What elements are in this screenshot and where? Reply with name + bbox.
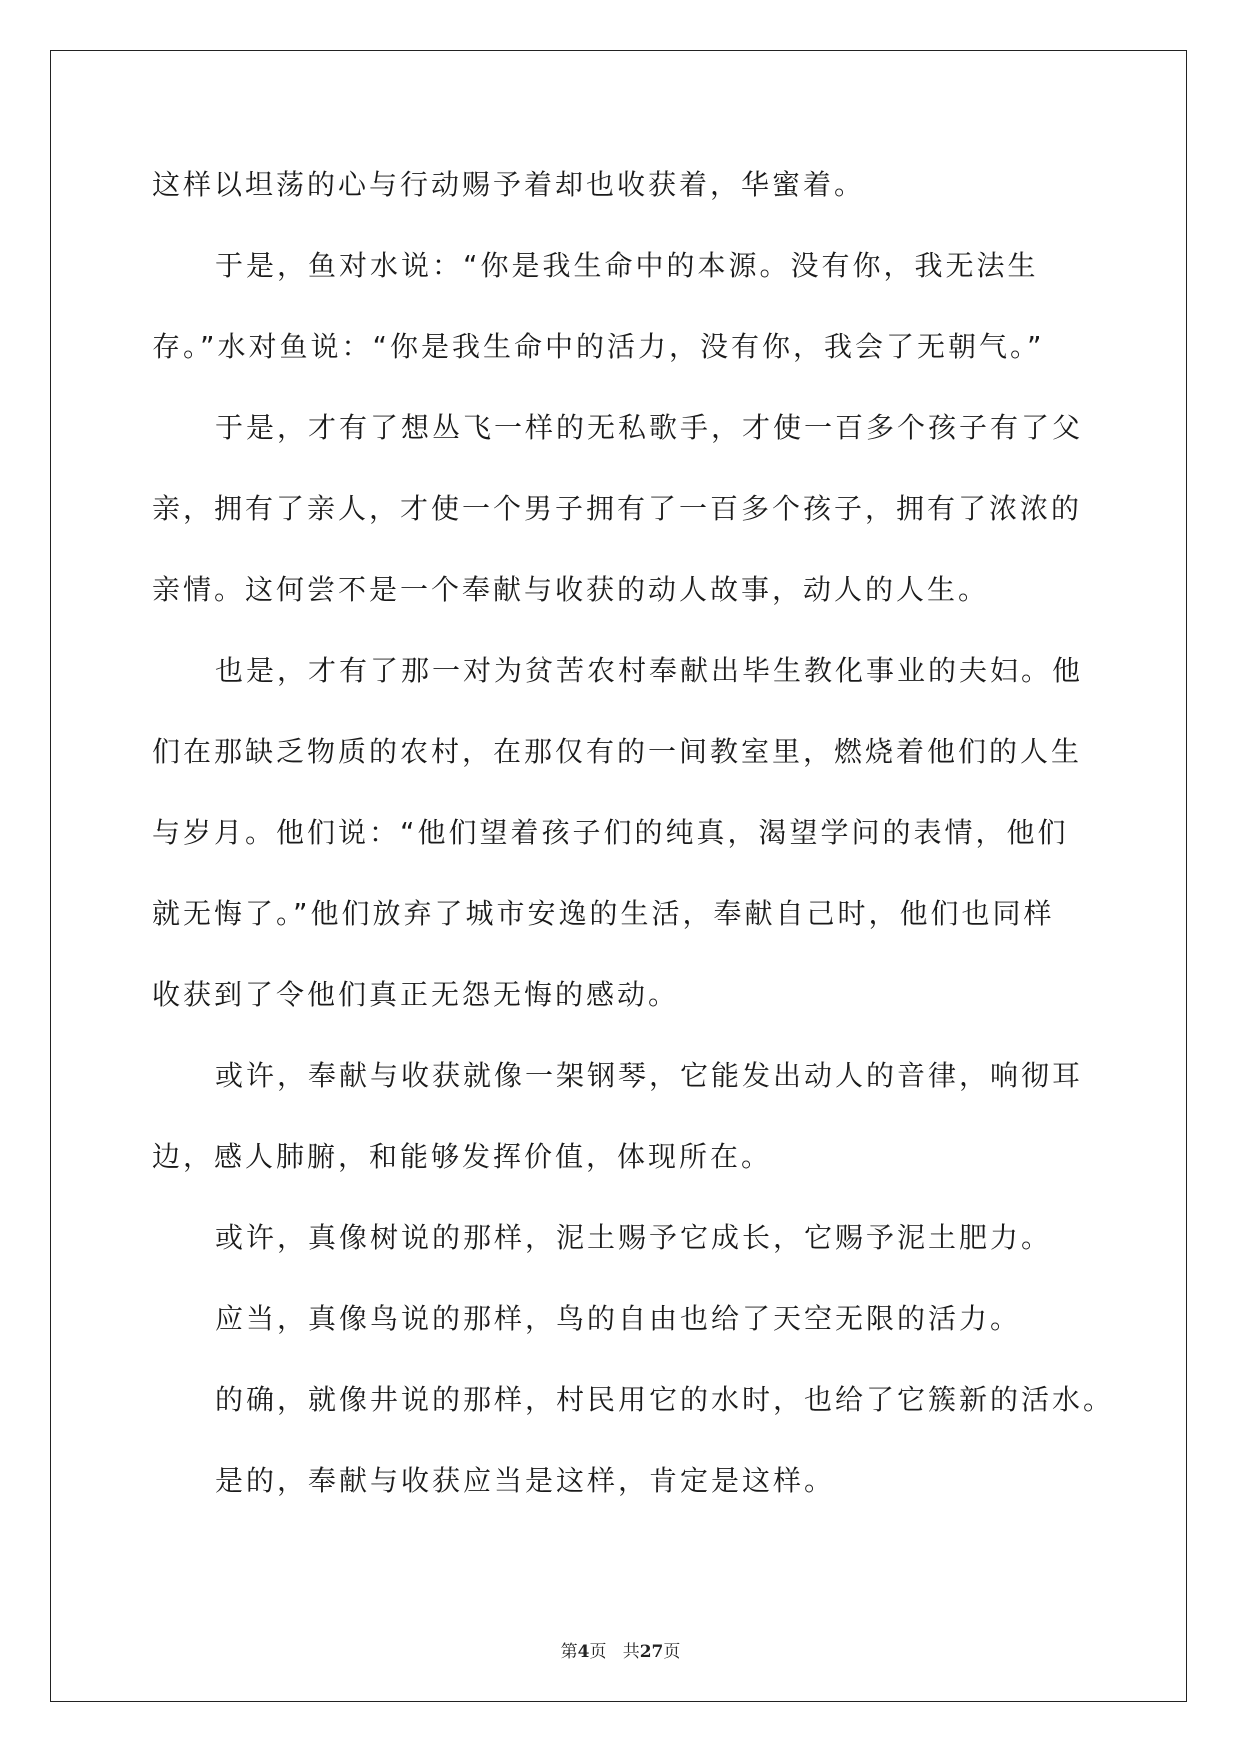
text-line-11: 收获到了令他们真正无怨无悔的感动。: [152, 978, 680, 1011]
text-line-13: 边，感人肺腑，和能够发挥价值，体现所在。: [152, 1140, 773, 1173]
text-line-17: 是的，奉献与收获应当是这样，肯定是这样。: [215, 1464, 836, 1497]
total-page-count: 27: [639, 1642, 664, 1662]
text-line-9: 与岁月。他们说：“他们望着孩子们的纯真，渴望学问的表情，他们: [152, 816, 1069, 849]
text-line-8: 们在那缺乏物质的农村，在那仅有的一间教室里，燃烧着他们的人生: [152, 735, 1083, 768]
page-footer: [0, 1637, 1241, 1662]
footer-total-suffix: 页: [663, 1642, 681, 1662]
footer-prefix: 第: [560, 1642, 578, 1662]
footer-total-prefix: 共: [622, 1642, 640, 1662]
text-line-4: 于是，才有了想丛飞一样的无私歌手，才使一百多个孩子有了父: [215, 411, 1084, 444]
text-line-7: 也是，才有了那一对为贫苦农村奉献出毕生教化事业的夫妇。他: [215, 654, 1084, 687]
text-line-3: 存。”水对鱼说：“你是我生命中的活力，没有你，我会了无朝气。”: [152, 330, 1045, 363]
text-line-16: 的确，就像井说的那样，村民用它的水时，也给了它簇新的活水。: [215, 1383, 1115, 1416]
footer-page-suffix: 页: [589, 1642, 607, 1662]
text-line-14: 或许，真像树说的那样，泥土赐予它成长，它赐予泥土肥力。: [215, 1221, 1053, 1254]
text-line-2: 于是，鱼对水说：“你是我生命中的本源。没有你，我无法生: [215, 249, 1039, 282]
document-body: [152, 165, 1115, 1542]
text-line-5: 亲，拥有了亲人，才使一个男子拥有了一百多个孩子，拥有了浓浓的: [152, 492, 1083, 525]
text-line-1: 这样以坦荡的心与行动赐予着却也收获着，华蜜着。: [152, 168, 866, 201]
text-line-15: 应当，真像鸟说的那样，鸟的自由也给了天空无限的活力。: [215, 1302, 1022, 1335]
text-line-10: 就无悔了。”他们放弃了城市安逸的生活，奉献自己时，他们也同样: [152, 897, 1055, 930]
text-line-6: 亲情。这何尝不是一个奉献与收获的动人故事，动人的人生。: [152, 573, 990, 606]
text-line-12: 或许，奉献与收获就像一架钢琴，它能发出动人的音律，响彻耳: [215, 1059, 1084, 1092]
current-page-number: 4: [577, 1642, 590, 1662]
